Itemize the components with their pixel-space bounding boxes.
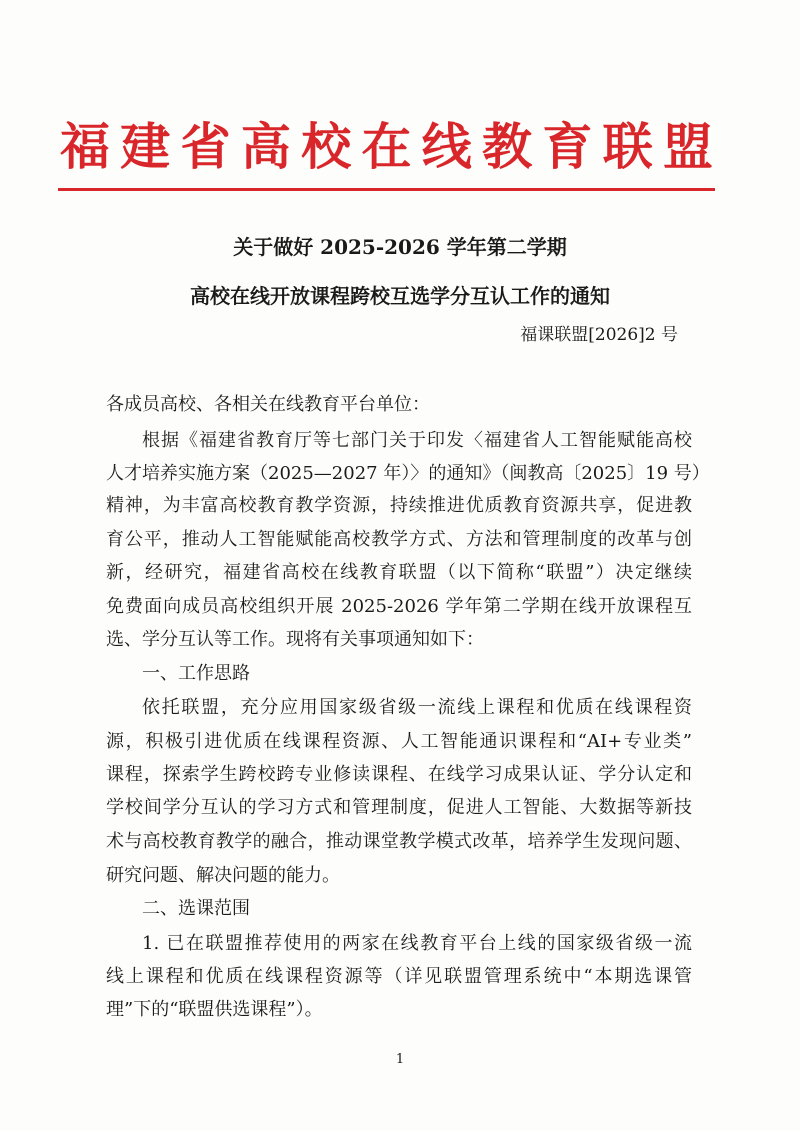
organization-letterhead: 福建省高校在线教育联盟	[60, 117, 715, 176]
body-text-line: 理”下的“联盟供选课程”）。	[106, 999, 323, 1020]
page-number: 1	[395, 1052, 405, 1067]
body-text-line: 源，积极引进优质在线课程资源、人工智能通识课程和“AI+专业类”	[106, 731, 692, 752]
body-text-line: 学校间学分互认的学习方式和管理制度，促进人工智能、大数据等新技	[106, 797, 692, 818]
notice-title-line-2: 高校在线开放课程跨校互选学分互认工作的通知	[190, 284, 610, 308]
notice-title-line-1: 关于做好 2025-2026 学年第二学期	[233, 235, 567, 259]
letterhead-divider	[58, 188, 715, 191]
body-text-line: 育公平，推动人工智能赋能高校教学方式、方法和管理制度的改革与创	[106, 529, 692, 550]
body-text-line: 人才培养实施方案（2025—2027 年）〉的通知》（闽教高〔2025〕19 号）	[106, 463, 710, 484]
body-text-line: 研究问题、解决问题的能力。	[106, 865, 340, 886]
body-text-line: 线上课程和优质在线课程资源等（详见联盟管理系统中“本期选课管	[106, 966, 692, 987]
body-text-line: 一、工作思路	[142, 663, 250, 684]
body-text-line: 各成员高校、各相关在线教育平台单位：	[106, 394, 430, 415]
body-text-line: 课程，探索学生跨校跨专业修读课程、在线学习成果认证、学分认定和	[106, 764, 692, 785]
body-text-line: 精神，为丰富高校教育教学资源，持续推进优质教育资源共享，促进教	[106, 495, 692, 516]
body-text-line: 免费面向成员高校组织开展 2025-2026 学年第二学期在线开放课程互	[106, 596, 692, 617]
body-text-line: 选、学分互认等工作。现将有关事项通知如下：	[106, 629, 484, 650]
body-text-line: 依托联盟，充分应用国家级省级一流线上课程和优质在线课程资	[142, 697, 692, 718]
body-text-line: 术与高校教育教学的融合，推动课堂教学模式改革，培养学生发现问题、	[106, 831, 692, 852]
document-number: 福课联盟[2026]2 号	[520, 325, 678, 345]
body-text-line: 新，经研究，福建省高校在线教育联盟（以下简称“联盟”）决定继续	[106, 562, 692, 583]
body-text-line: 根据《福建省教育厅等七部门关于印发〈福建省人工智能赋能高校	[142, 430, 692, 451]
body-text-line: 1. 已在联盟推荐使用的两家在线教育平台上线的国家级省级一流	[142, 933, 692, 954]
body-text-line: 二、选课范围	[142, 898, 250, 919]
